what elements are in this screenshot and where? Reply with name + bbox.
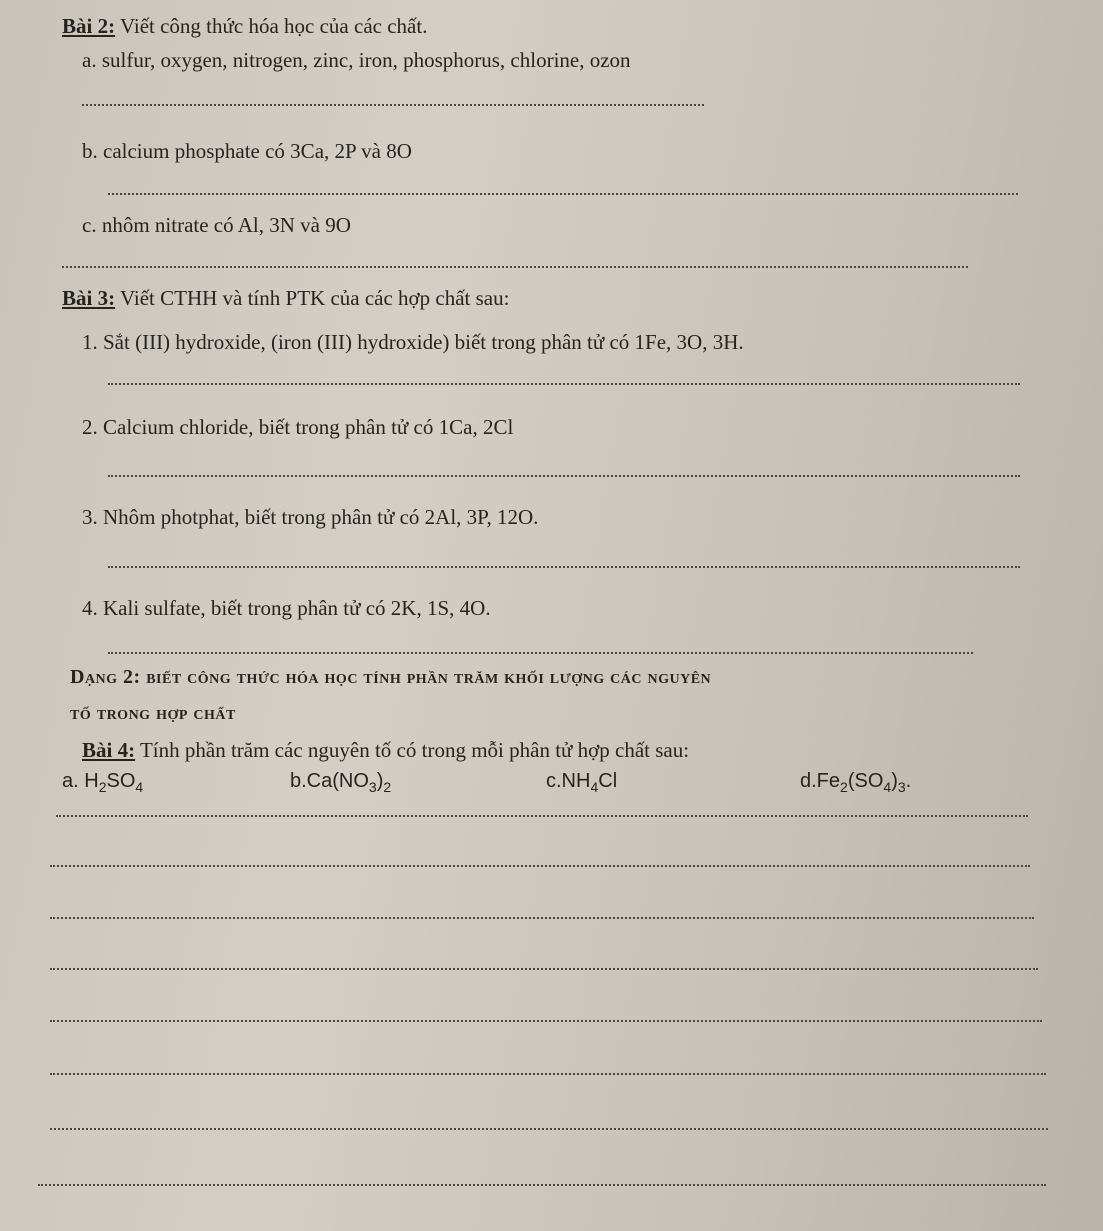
answer-line[interactable]: [50, 917, 1034, 919]
answer-line[interactable]: [50, 1128, 1048, 1130]
answer-line[interactable]: [50, 968, 1038, 970]
bai3-item-3: 3. Nhôm photphat, biết trong phân tử có 2Al, 3P, 12O.: [82, 505, 539, 529]
answer-line[interactable]: [50, 1020, 1042, 1022]
bai3-item-1: 1. Sắt (III) hydroxide, (iron (III) hydroxide) biết trong phân tử có 1Fe, 3O, 3H.: [82, 330, 744, 354]
bai2-heading: [62, 14, 427, 39]
bai2-label: Bài 2:: [62, 14, 116, 38]
formula-d: $d.Fe_2(SO_4)_3$.: [800, 770, 912, 795]
bai2-item-b: b. calcium phosphate có 3Ca, 2P và 8O: [82, 139, 412, 163]
bai4-label: Bài 4:: [82, 738, 136, 762]
answer-line[interactable]: [108, 383, 1020, 385]
bai3-label: Bài 3:: [62, 286, 116, 310]
bai3-heading: [62, 286, 509, 311]
formula-a: a. $H_2SO_4$: [62, 770, 144, 795]
answer-line[interactable]: [108, 566, 1020, 568]
bai2-prompt: Viết công thức hóa học của các chất.: [119, 14, 428, 38]
formula-c: $c.NH_4Cl$: [546, 770, 618, 795]
answer-line[interactable]: [56, 815, 1028, 817]
dang2-heading-line2: tố trong hợp chất: [70, 702, 236, 724]
answer-line[interactable]: [108, 193, 1018, 195]
dang2-heading-line1: Dạng 2: biết công thức hóa học tính phần trăm khối lượng các nguyên: [70, 666, 712, 688]
bai2-item-c: c. nhôm nitrate có Al, 3N và 9O: [82, 213, 351, 237]
answer-line[interactable]: [108, 475, 1020, 477]
answer-line[interactable]: [50, 865, 1030, 867]
bai3-prompt: Viết CTHH và tính PTK của các hợp chất sau:: [119, 286, 510, 310]
answer-line[interactable]: [50, 1073, 1046, 1075]
bai4-prompt: Tính phần trăm các nguyên tố có trong mỗi phân tử hợp chất sau:: [139, 738, 690, 762]
bai3-item-2: 2. Calcium chloride, biết trong phân tử có 1Ca, 2Cl: [82, 415, 514, 439]
answer-line[interactable]: [38, 1184, 1046, 1186]
bai4-heading: [82, 738, 689, 763]
answer-line[interactable]: [108, 652, 973, 654]
answer-line[interactable]: [82, 104, 704, 106]
bai3-item-4: 4. Kali sulfate, biết trong phân tử có 2K, 1S, 4O.: [82, 596, 491, 620]
bai2-item-a: a. sulfur, oxygen, nitrogen, zinc, iron, phosphorus, chlorine, ozon: [82, 48, 631, 72]
answer-line[interactable]: [62, 266, 968, 268]
formula-b: $b.Ca(NO_3)_2$: [290, 770, 392, 795]
